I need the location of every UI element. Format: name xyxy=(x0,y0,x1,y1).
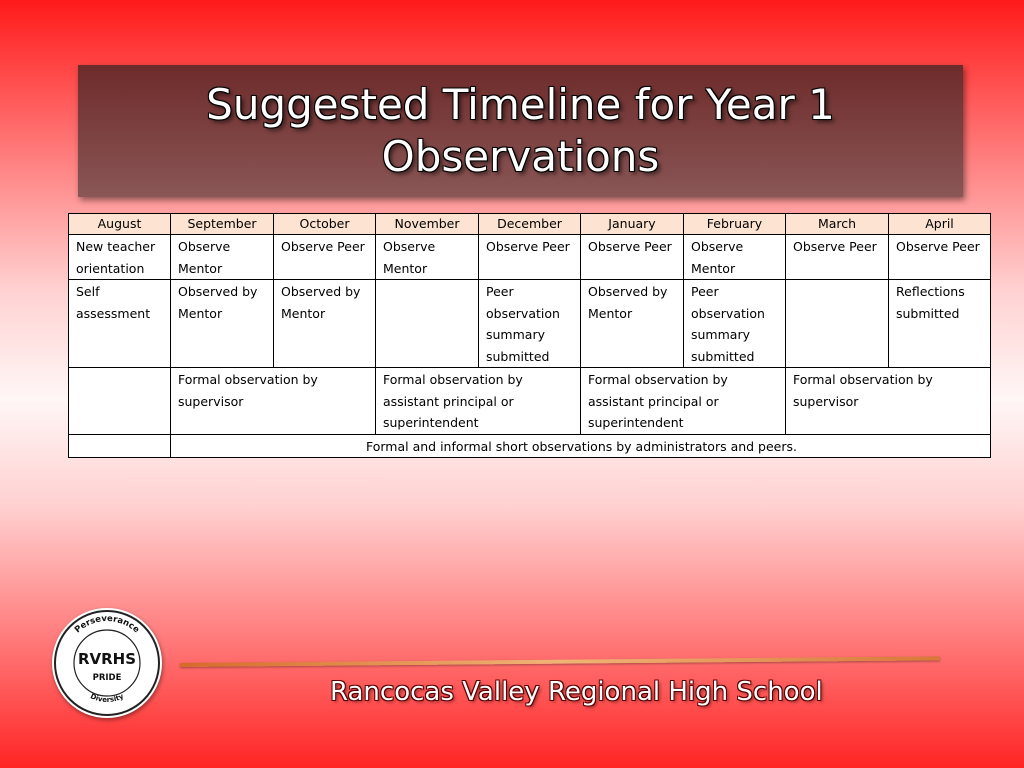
table-row xyxy=(69,368,991,435)
table-cell: Formal observation by supervisor xyxy=(786,368,991,435)
table-cell: New teacher orientation xyxy=(69,235,171,280)
table-cell: Reflections submitted xyxy=(889,280,991,368)
table-cell: Observe Mentor xyxy=(171,235,274,280)
logo-pride-text: PRIDE xyxy=(92,673,122,683)
table-row xyxy=(69,235,991,280)
table-cell: Observed by Mentor xyxy=(171,280,274,368)
month-header: April xyxy=(889,214,991,235)
month-header: October xyxy=(274,214,376,235)
month-header: September xyxy=(171,214,274,235)
school-name: Rancocas Valley Regional High School xyxy=(330,677,823,707)
timeline-table xyxy=(68,213,991,458)
table-cell: Observed by Mentor xyxy=(581,280,684,368)
table-cell: Observe Peer xyxy=(889,235,991,280)
month-header: February xyxy=(684,214,786,235)
table-row xyxy=(69,434,991,458)
month-header: December xyxy=(479,214,581,235)
table-cell: Formal and informal short observations by administrators and peers. xyxy=(171,434,991,458)
table-cell: Formal observation by supervisor xyxy=(171,368,376,435)
table-cell xyxy=(376,280,479,368)
month-header: November xyxy=(376,214,479,235)
footer-divider xyxy=(180,656,940,667)
logo-ring-bottom-text: Diversity xyxy=(89,692,125,705)
slide-title-line-2: Observations xyxy=(381,132,660,181)
table-cell: Observe Peer xyxy=(786,235,889,280)
table-cell: Self assessment xyxy=(69,280,171,368)
table-cell: Observe Peer xyxy=(581,235,684,280)
table-cell xyxy=(69,434,171,458)
table-cell: Observe Mentor xyxy=(684,235,786,280)
table-cell xyxy=(786,280,889,368)
month-header-row xyxy=(69,214,991,235)
school-logo xyxy=(52,608,162,718)
table-cell: Formal observation by assistant principal or superintendent xyxy=(581,368,786,435)
month-header: January xyxy=(581,214,684,235)
month-header: March xyxy=(786,214,889,235)
logo-ring-top-text: Perseverance xyxy=(72,613,142,636)
slide-title-box xyxy=(78,65,963,197)
table-row xyxy=(69,280,991,368)
logo-initials: RVRHS xyxy=(77,650,137,668)
table-cell: Observed by Mentor xyxy=(274,280,376,368)
table-cell: Observe Peer xyxy=(479,235,581,280)
slide-title-line-1: Suggested Timeline for Year 1 xyxy=(206,80,835,129)
table-cell xyxy=(69,368,171,435)
table-cell: Observe Peer xyxy=(274,235,376,280)
table-cell: Peer observation summary submitted xyxy=(684,280,786,368)
table-cell: Observe Mentor xyxy=(376,235,479,280)
month-header: August xyxy=(69,214,171,235)
table-cell: Peer observation summary submitted xyxy=(479,280,581,368)
table-cell: Formal observation by assistant principal or superintendent xyxy=(376,368,581,435)
